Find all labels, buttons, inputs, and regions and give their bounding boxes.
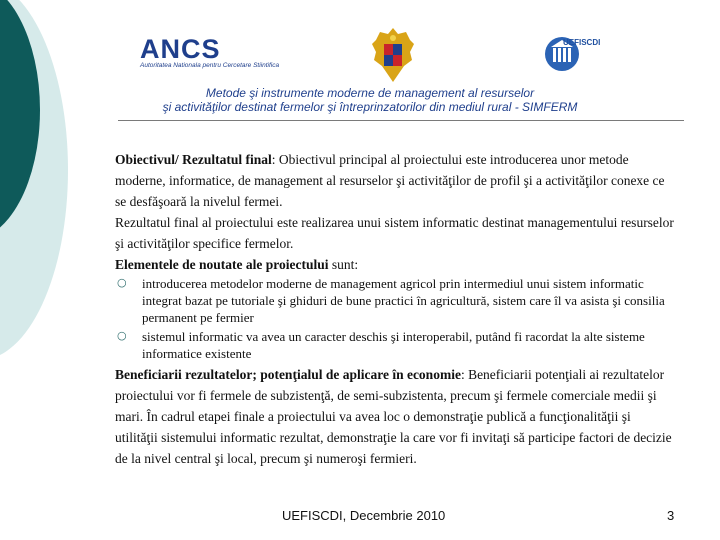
title-line-1: Metode şi instrumente moderne de management al resurselor bbox=[205, 86, 535, 100]
novelty-item-1: introducerea metodelor moderne de management agricol prin intermediul unui sistem informatic integrat bazat pe tutoriale şi ghiduri de bune practici în agricultură, sistem care îl va asista şi consilia permanent pe fermier bbox=[142, 276, 665, 325]
slide-body bbox=[115, 149, 675, 469]
title-line-2: şi activităţilor destinat fermelor şi întreprinzatorilor din mediul rural - SIMFERM bbox=[162, 100, 578, 114]
ancs-logo bbox=[136, 34, 286, 74]
bullet-circle-icon: ○ bbox=[117, 329, 127, 342]
footer-text: UEFISCDI, Decembrie 2010 bbox=[282, 508, 446, 523]
decorative-side-arcs bbox=[0, 0, 110, 540]
objective-label: Obiectivul/ Rezultatul final bbox=[115, 152, 272, 167]
ancs-logo-text: ANCS bbox=[140, 34, 221, 64]
bullet-circle-icon: ○ bbox=[117, 276, 127, 289]
light-arc bbox=[0, 0, 68, 360]
beneficiaries-paragraph bbox=[115, 364, 675, 469]
objective-text: : Obiectivul principal al proiectului este introducerea unor metode moderne, informatice, de management al resurselor şi activităţilor de profil şi a activităţilor conexe ce se desfăşoară la nivelul fermei. bbox=[115, 152, 665, 209]
novelty-label: Elementele de noutate ale proiectului bbox=[115, 257, 329, 272]
ancs-logo-subtitle: Autoritatea Nationala pentru Cercetare Stiintifica bbox=[140, 62, 280, 69]
novelty-list bbox=[115, 275, 675, 362]
novelty-heading bbox=[115, 254, 675, 275]
coat-of-arms-icon bbox=[370, 26, 416, 84]
project-title bbox=[120, 86, 620, 114]
novelty-suffix: sunt: bbox=[328, 257, 359, 272]
list-item bbox=[115, 275, 675, 326]
beneficiaries-text: : Beneficiarii potenţiali ai rezultatelor proiectului vor fi fermele de subzistenţă, de semi-subzistenta, precum şi fermele comerciale medii şi mari. În cadrul etapei finale a proiectului va avea loc o demonstraţie publică a funcţionalităţii şi utilităţii sistemului informatic rezultat, demonstraţie la care vor fi invitaţi să participe factori de decizie de la nivel central şi local, precum şi numeroşi fermieri. bbox=[115, 367, 672, 466]
uefiscdi-logo-text: UEFISCDI bbox=[563, 38, 601, 47]
title-divider bbox=[118, 120, 684, 121]
novelty-item-2: sistemul informatic va avea un caracter deschis şi interoperabil, putând fi racordat la alte sisteme informatice existente bbox=[142, 329, 645, 361]
list-item bbox=[115, 328, 675, 362]
dark-arc bbox=[0, 0, 40, 240]
page-number: 3 bbox=[667, 508, 675, 523]
objective-paragraph bbox=[115, 149, 675, 212]
result-paragraph: Rezultatul final al proiectului este realizarea unui sistem informatic destinat managementului resurselor şi activităţilor specifice fermelor. bbox=[115, 215, 674, 251]
beneficiaries-label: Beneficiarii rezultatelor; potenţialul de aplicare în economie bbox=[115, 367, 461, 382]
